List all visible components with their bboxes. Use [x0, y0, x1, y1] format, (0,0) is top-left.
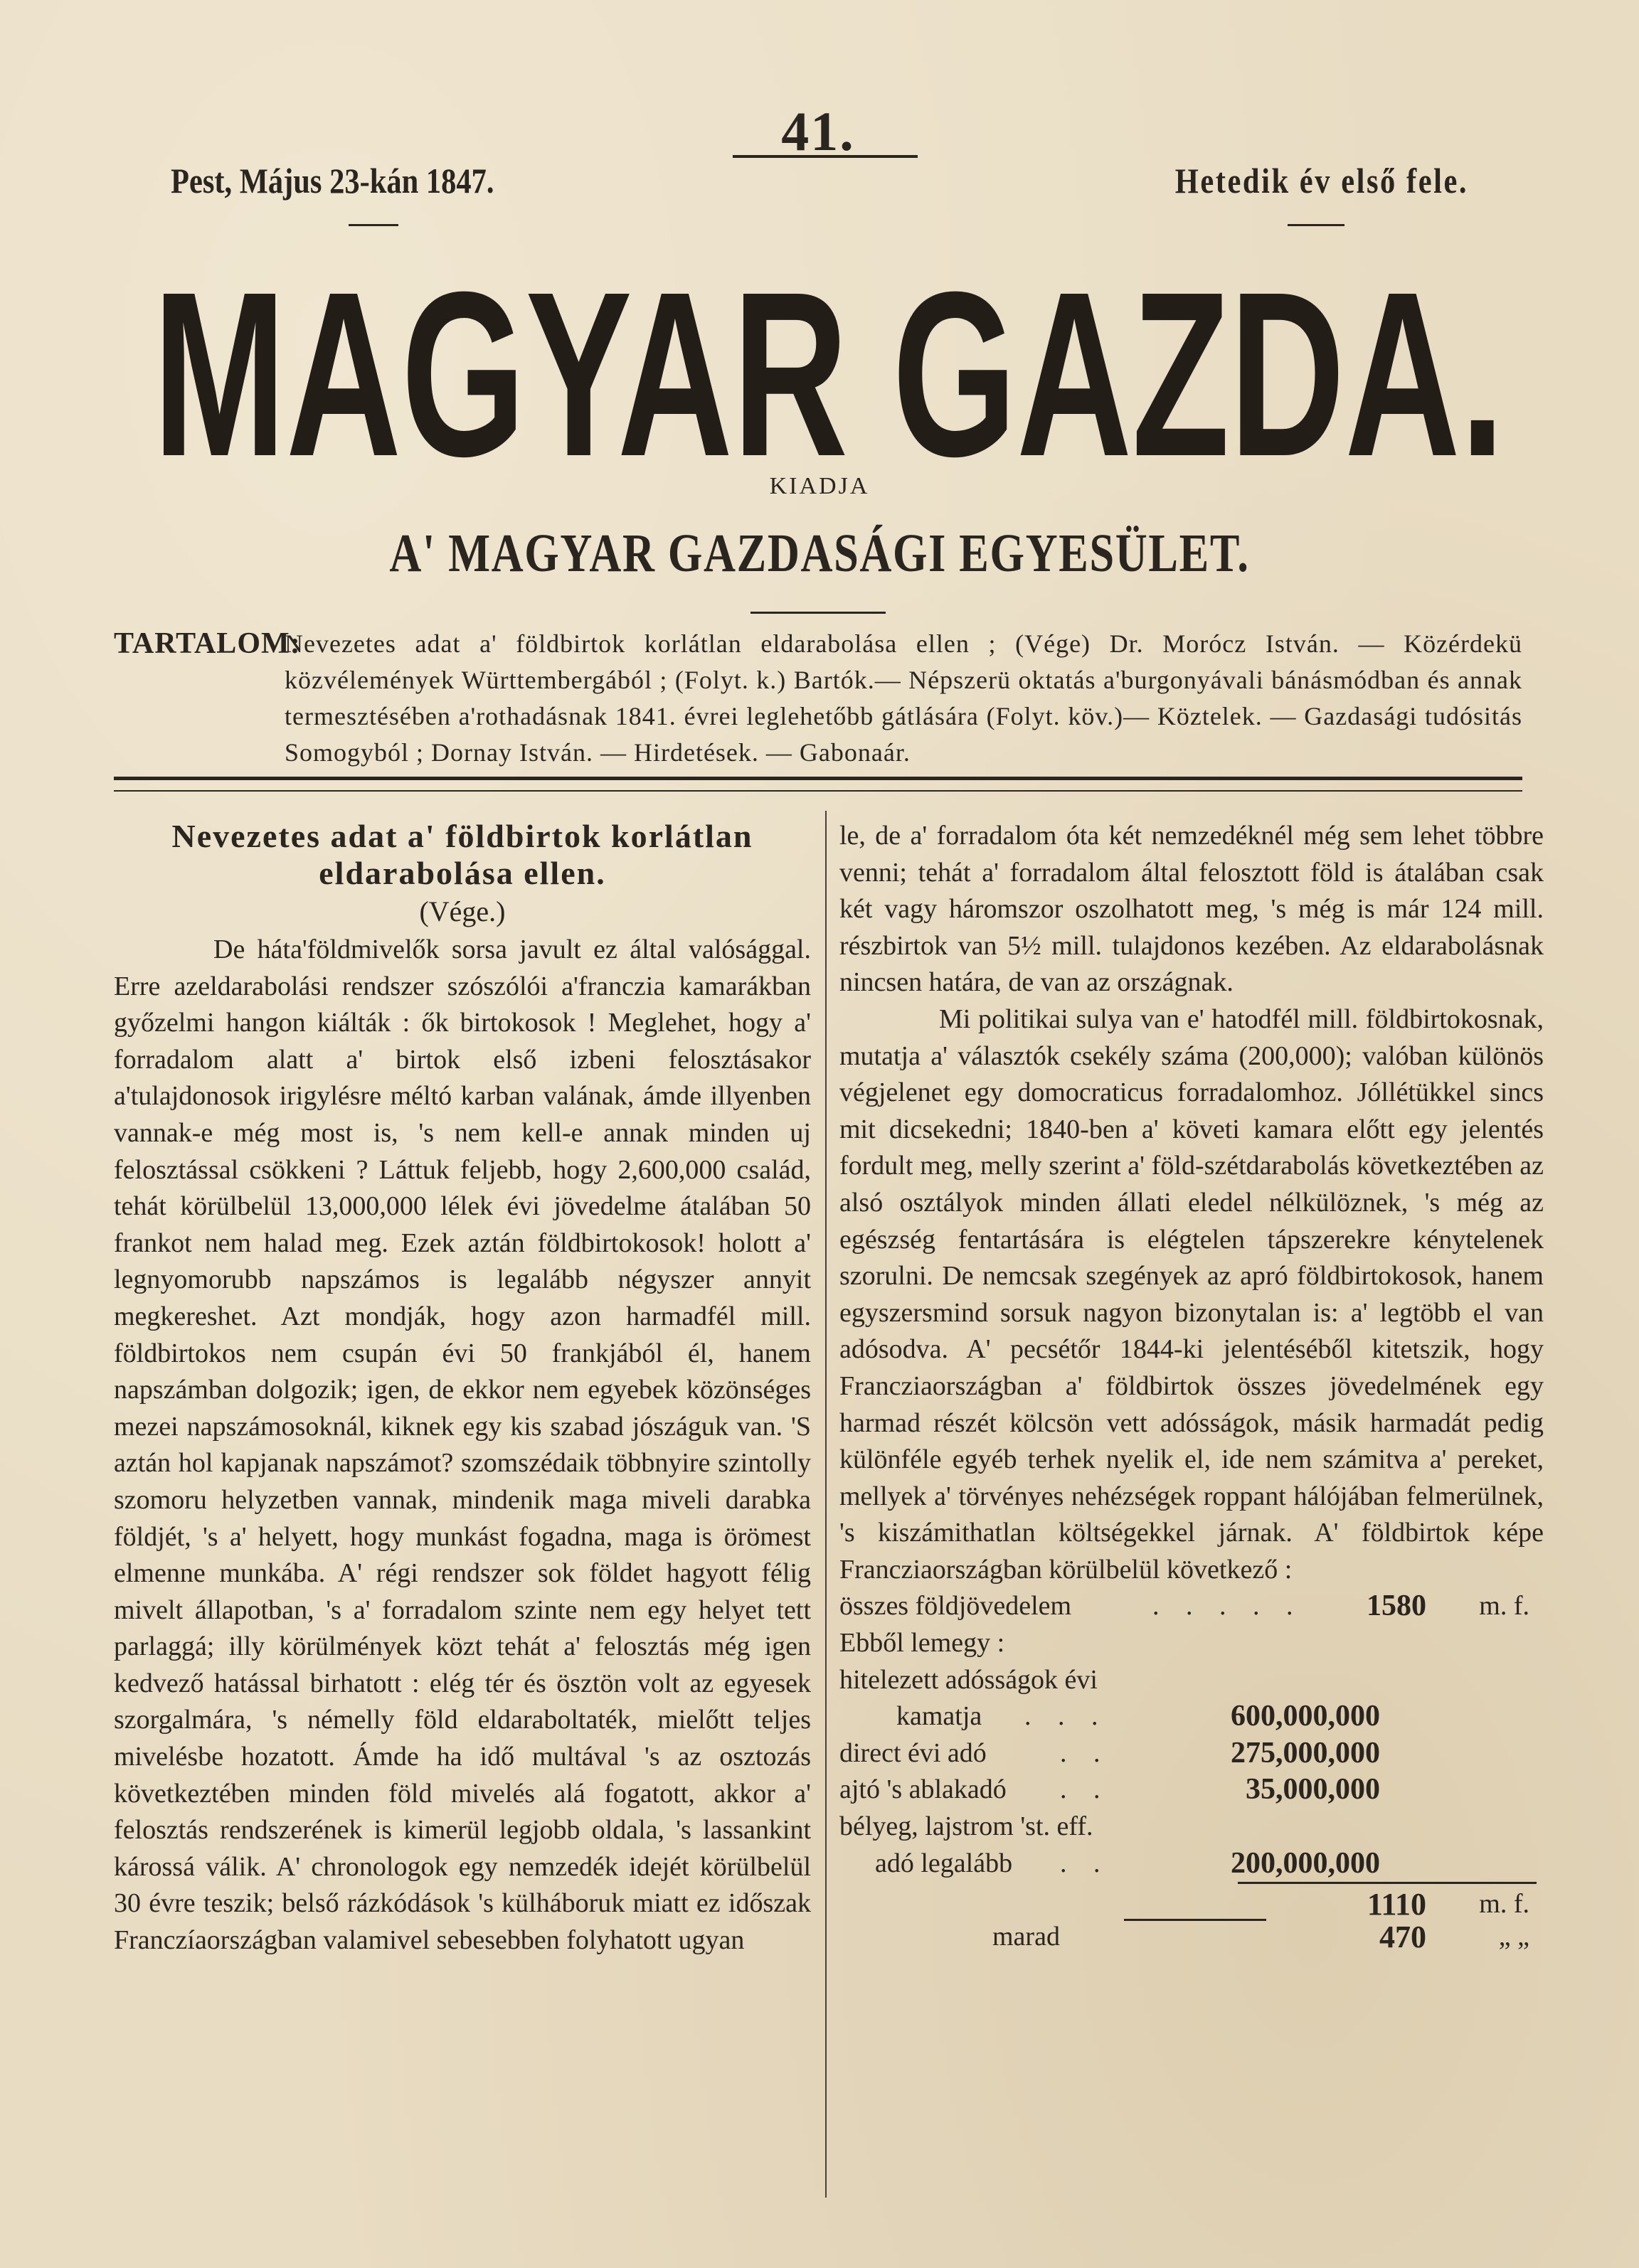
direct-tax-label: direct évi adó: [839, 1737, 987, 1768]
masthead-svg: [121, 277, 1537, 477]
left-column: [114, 818, 811, 1959]
direct-tax-value: 275,000,000: [1231, 1736, 1380, 1769]
debt-interest-value: 600,000,000: [1231, 1700, 1380, 1733]
table-row: [839, 1809, 1544, 1846]
debt-label: hitelezett adósságok évi: [839, 1664, 1098, 1695]
table-row: [839, 1625, 1544, 1662]
edition-label: Hetedik év első fele.: [1174, 161, 1468, 201]
debt-interest-label: kamatja: [896, 1701, 982, 1732]
publisher-intro: KIADJA: [769, 473, 870, 499]
table-row: direct évi adó . . 275,000,000: [839, 1735, 1544, 1772]
issue-number: 41.: [781, 100, 855, 162]
stamp-tax-label: bélyeg, lajstrom 'st. eff.: [839, 1811, 1093, 1842]
deduction-label: Ebből lemegy :: [839, 1628, 1005, 1659]
contents-label: TARTALOM:: [114, 627, 301, 660]
total-income-value: 1580: [1367, 1590, 1426, 1623]
remain-value: 470: [1379, 1919, 1426, 1954]
window-tax-value: 35,000,000: [1246, 1773, 1380, 1806]
sum-value: 1110: [1367, 1887, 1426, 1922]
dateline: Pest, Május 23-kán 1847.: [171, 161, 494, 201]
column-divider: [825, 811, 827, 2198]
contents-text: Nevezetes adat a' földbirtok korlátlan eldarabolása ellen ; (Vége) Dr. Morócz István. — Közérdekü közvélemények Württembergából ; (Folyt. k.) Bartók.— Népszerü oktatás a'burgonyávali bánásmódban és annak termesztésében a'rothadásnak 1841. évrei leglehetőbb gátlására (Folyt. köv.)— Köztelek. — Gazdasági tudósitás Somogyból ; Dornay István. — Hirdetések. — Gabonaár.: [285, 629, 1522, 767]
dateline-rule: [349, 224, 398, 226]
table-row: [839, 1882, 1544, 1922]
land-income-table: [839, 1588, 1544, 1955]
edition-rule: [1288, 224, 1344, 226]
article-paragraph-continued: le, de a' forradalom óta két nemzedéknél még sem lehet többre venni; tehát a' forradalom által felosztott föld is átalában csak két vagy háromszor oszolhatott meg, 's még is már 124 mill. részbirtok van 5½ mill. tulajdonos kezében. Az eldarabolásnak nincsen határa, de van az országnak.: [839, 821, 1544, 998]
unit-label: m. f.: [1479, 1591, 1529, 1622]
article-subtitle: (Vége.): [419, 895, 506, 927]
stamp-tax-value: 200,000,000: [1231, 1846, 1380, 1880]
table-of-contents: [114, 626, 1522, 771]
table-row: kamatja . . . 600,000,000: [839, 1698, 1544, 1735]
table-row: összes földjövedelem . . . . . 1580 m. f.: [839, 1588, 1544, 1625]
remain-rule: [1124, 1919, 1266, 1921]
table-row: adó legalább . . 200,000,000: [839, 1846, 1544, 1883]
table-row: ajtó 's ablakadó . . 35,000,000: [839, 1772, 1544, 1809]
window-tax-label: ajtó 's ablakadó: [839, 1774, 1007, 1805]
article-paragraph: Mi politikai sulya van e' hatodfél mill. földbirtokosnak, mutatja a' választók csekély száma (200,000); valóban különös végjelenet egy domocraticus forradalomhoz. Jóllétükkel sincs mit dicsekedni; 1840-ben a' követi kamara előtt egy jelentés fordult meg, melly szerint a' föld-szétdarabolás következtében az alsó osztályok minden állati eledel nélkülöznek, 's még az egészség fentartására is elégtelen tápszerekre kénytelenek szorulni. De nemcsak szegények az apró földbirtokosok, hanem egyszersmind sorsuk nagyon bizonytalan is: a' legtöbb el van adósodva. A' pecsétőr 1844-ki jelentéséből kitetszik, hogy Francziaországban a' földbirtok összes jövedelmének egy harmad részét kölcsön vett adósságok, másik harmadát pedig különféle egyéb terhek nyelik el, ide nem számitva a' pereket, mellyek a' törvényes nehézségek roppant hálójában felmerülnek, 's kiszámithatlan költségekkel járnak. A' földbirtok képe Francziaországban körülbelül következő :: [839, 1003, 1544, 1585]
contents-divider: [114, 777, 1522, 792]
sum-rule: [1238, 1882, 1537, 1884]
masthead: [121, 277, 1537, 477]
total-income-label: összes földjövedelem: [839, 1591, 1072, 1622]
remain-label: marad: [992, 1921, 1060, 1952]
table-row: [839, 1662, 1544, 1699]
right-column: [839, 818, 1544, 1955]
masthead-title: MAGYAR GAZDA.: [153, 277, 1505, 477]
article-paragraph: De háta'földmivelők sorsa javult ez által valósággal. Erre azeldarabolási rendszer szószólói a'franczia kamarákban győzelmi hangon kiálták : ők birtokosok ! Meglehet, hogy a' forradalom alatt a' birtok első izbeni felosztásakor a'tulajdonosok irigylésre méltó karban valának, ámde illyenben vannak-e még most is, 's nem kell-e annak minden uj felosztással csökkeni ? Láttuk feljebb, hogy 2,600,000 család, tehát körülbelül 13,000,000 lélek évi jövedelme átalában 50 frankot nem halad meg. Ezek aztán földbirtokosok! holott a' legnyomorubb napszámos is legalább négyszer annyit megkereshet. Azt mondják, hogy azon harmadfél mill. földbirtokos nem csupán évi 50 frankjából él, hanem napszámban dolgozik; igen, de ekkor nem egyebek közönséges mezei napszámosoknál, kiknek egy kis szabad jószáguk van. 'S aztán hol kapjanak napszámot? szomszédaik többnyire szintolly szomoru helyzetben vannak, mindenik maga miveli darabka földjét, 's a' helyett, hogy munkást fogadna, maga is örömest elmenne munkába. A' régi rendszer sok földet hagyott félig mivelt állapotban, 's a' forradalom szinte nem egy helyet tett parlaggá; illy körülmények közt tehát a' felosztás még igen kedvező hatással birhatott : elég tér és ösztön volt az egyesek szorgalmára, 's némelly föld eldaraboltaték, mielőtt teljes mivelésbe hozatott. Ámde ha idő multával 's az osztozás következtében minden föld mivelés alá fogatott, akkor a' felosztás rendszerének is kimerül legjobb oldala, 's lassankint károssá válik. A' chronologok egy nemzedék idejét körülbelül 30 évre teszik; belső rázkódások 's külháboruk miatt ez időszak Franczíaországban valamivel sebesebben folyhatott ugyan: [114, 935, 811, 1956]
issue-number-rule: [733, 155, 918, 158]
publisher-rule: [750, 612, 886, 614]
ditto-marks: „ „: [1498, 1921, 1529, 1952]
publisher-name: A' MAGYAR GAZDASÁGI EGYESÜLET.: [389, 523, 1250, 583]
article-title: Nevezetes adat a' földbirtok korlátlan eldarabolása ellen.: [171, 818, 753, 891]
table-row: [839, 1919, 1544, 1956]
stamp-tax-min-label: adó legalább: [875, 1848, 1013, 1878]
unit-label: m. f.: [1479, 1889, 1529, 1920]
